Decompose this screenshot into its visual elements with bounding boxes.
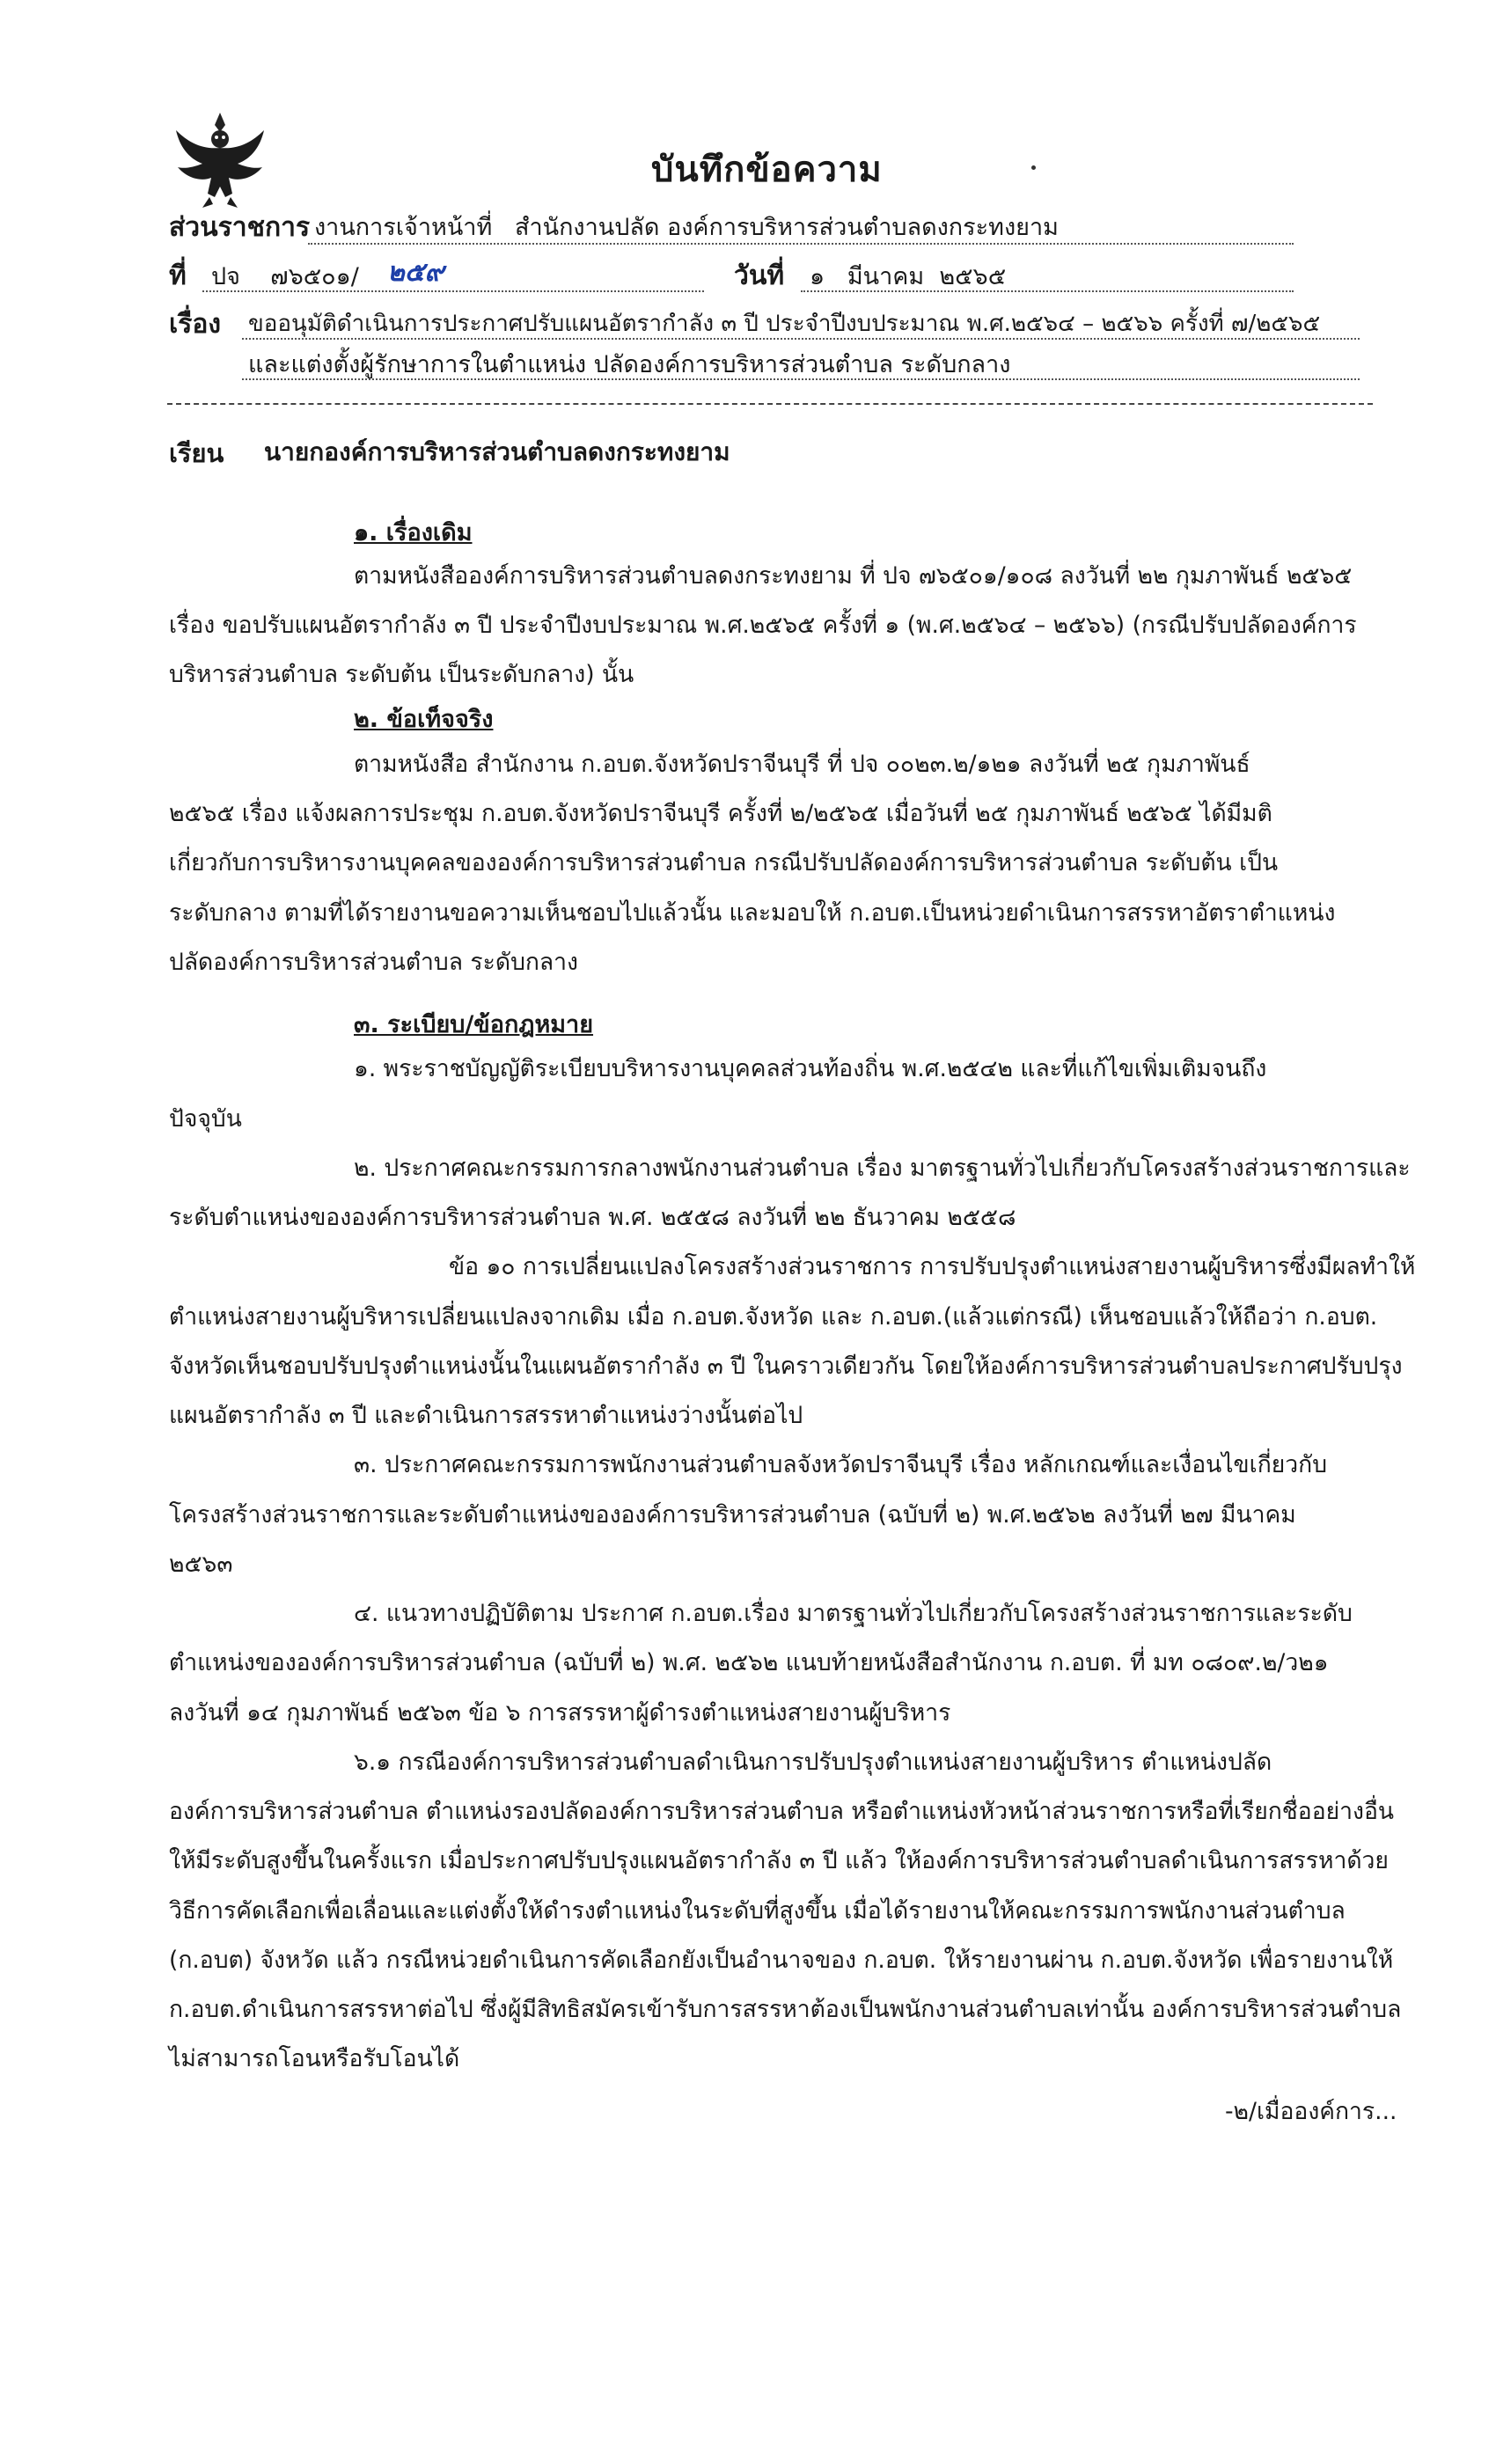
- section-3-item-4-1-line-7: ไม่สามารถโอนหรือรับโอนได้: [169, 2045, 460, 2072]
- section-3-item-3-line-2: โครงสร้างส่วนราชการและระดับตำแหน่งขององค์การบริหารส่วนตำบล (ฉบับที่ ๒) พ.ศ.๒๕๖๒ ลงวันที่ ๒๗ มีนาคม: [169, 1501, 1296, 1529]
- section-1-line-3: บริหารส่วนตำบล ระดับต้น เป็นระดับกลาง) นั้น: [169, 661, 634, 688]
- section-3-clause-10-line-3: จังหวัดเห็นชอบปรับปรุงตำแหน่งนั้นในแผนอัตรากำลัง ๓ ปี ในคราวเดียวกัน โดยให้องค์การบริหารส่วนตำบลประกาศปรับปรุง: [169, 1353, 1403, 1380]
- section-2-line-4: ระดับกลาง ตามที่ได้รายงานขอความเห็นชอบไปแล้วนั้น และมอบให้ ก.อบต.เป็นหน่วยดำเนินการสรรหาอัตราตำแหน่ง: [169, 899, 1336, 927]
- subject-dotline-1: [242, 338, 1360, 340]
- section-2-line-5: ปลัดองค์การบริหารส่วนตำบล ระดับกลาง: [169, 949, 578, 976]
- ref-handwritten-number: ๒๕๙: [387, 257, 444, 288]
- section-3-item-4-1-line-4: วิธีการคัดเลือกเพื่อเลื่อนและแต่งตั้งให้ดำรงตำแหน่งในระดับที่สูงขึ้น เมื่อได้รายงานให้คณะกรรมการพนักงานส่วนตำบล: [169, 1897, 1346, 1925]
- memo-title: บันทึกข้อความ: [651, 150, 883, 190]
- section-3-item-4-1-line-2: องค์การบริหารส่วนตำบล ตำแหน่งรองปลัดองค์การบริหารส่วนตำบล หรือตำแหน่งหัวหน้าส่วนราชการหรือที่เรียกชื่ออย่างอื่น: [169, 1798, 1394, 1825]
- section-2-title: ๒. ข้อเท็จจริง: [354, 706, 494, 733]
- section-2-line-2: ๒๕๖๕ เรื่อง แจ้งผลการประชุม ก.อบต.จังหวัดปราจีนบุรี ครั้งที่ ๒/๒๕๖๕ เมื่อวันที่ ๒๕ กุมภาพันธ์ ๒๕๖๕ ได้มีมติ: [169, 800, 1272, 827]
- ref-label: ที่: [169, 260, 187, 291]
- section-3-item-2-line-2: ระดับตำแหน่งขององค์การบริหารส่วนตำบล พ.ศ. ๒๕๕๘ ลงวันที่ ๒๒ ธันวาคม ๒๕๕๘: [169, 1204, 1016, 1231]
- section-2-line-3: เกี่ยวกับการบริหารงานบุคคลขององค์การบริหารส่วนตำบล กรณีปรับปลัดองค์การบริหารส่วนตำบล ระดับต้น เป็น: [169, 849, 1279, 876]
- section-3-item-3-line-3: ๒๕๖๓: [169, 1551, 233, 1578]
- subject-line-1: ขออนุมัติดำเนินการประกาศปรับแผนอัตรากำลัง ๓ ปี ประจำปีงบประมาณ พ.ศ.๒๕๖๔ – ๒๕๖๖ ครั้งที่ ๗/๒๕๖๕: [248, 311, 1321, 337]
- subject-line-2: และแต่งตั้งผู้รักษาการในตำแหน่ง ปลัดองค์การบริหารส่วนตำบล ระดับกลาง: [248, 351, 1011, 378]
- subject-label: เรื่อง: [169, 309, 222, 340]
- ref-dotline: [202, 290, 704, 292]
- agency-dotline: [308, 243, 1294, 245]
- section-1-line-1: ตามหนังสือองค์การบริหารส่วนตำบลดงกระทงยาม ที่ ปจ ๗๖๕๐๑/๑๐๘ ลงวันที่ ๒๒ กุมภาพันธ์ ๒๕๖๕: [354, 562, 1353, 590]
- section-3-clause-10-line-4: แผนอัตรากำลัง ๓ ปี และดำเนินการสรรหาตำแหน่งว่างนั้นต่อไป: [169, 1402, 803, 1429]
- section-3-clause-10-line-2: ตำแหน่งสายงานผู้บริหารเปลี่ยนแปลงจากเดิม เมื่อ ก.อบต.จังหวัด และ ก.อบต.(แล้วแต่กรณี) เห็นชอบแล้วให้ถือว่า ก.อบต.: [169, 1303, 1378, 1331]
- section-3-item-4-line-2: ตำแหน่งขององค์การบริหารส่วนตำบล (ฉบับที่ ๒) พ.ศ. ๒๕๖๒ แนบท้ายหนังสือสำนักงาน ก.อบต. ที่ มท ๐๘๐๙.๒/ว๒๑: [169, 1649, 1329, 1676]
- agency-label: ส่วนราชการ: [169, 212, 311, 243]
- section-1-line-2: เรื่อง ขอปรับแผนอัตรากำลัง ๓ ปี ประจำปีงบประมาณ พ.ศ.๒๕๖๕ ครั้งที่ ๑ (พ.ศ.๒๕๖๔ – ๒๕๖๖) (กรณีปรับปลัดองค์การ: [169, 612, 1357, 639]
- subject-dotline-2: [242, 378, 1360, 380]
- section-3-item-4-1-line-6: ก.อบต.ดำเนินการสรรหาต่อไป ซึ่งผู้มีสิทธิสมัครเข้ารับการสรรหาต้องเป็นพนักงานส่วนตำบลเท่านั้น องค์การบริหารส่วนตำบล: [169, 1996, 1402, 2023]
- date-label: วันที่: [734, 260, 785, 291]
- section-3-item-4-line-3: ลงวันที่ ๑๔ กุมภาพันธ์ ๒๕๖๓ ข้อ ๖ การสรรหาผู้ดำรงตำแหน่งสายงานผู้บริหาร: [169, 1699, 951, 1727]
- section-3-clause-10-line-1: ข้อ ๑๐ การเปลี่ยนแปลงโครงสร้างส่วนราชการ การปรับปรุงตำแหน่งสายงานผู้บริหารซึ่งมีผลทำให้: [449, 1253, 1416, 1280]
- section-3-item-4-1-line-5: (ก.อบต) จังหวัด แล้ว กรณีหน่วยดำเนินการคัดเลือกยังเป็นอำนาจของ ก.อบต. ให้รายงานผ่าน ก.อบต.จังหวัด เพื่อรายงานให้: [169, 1947, 1394, 1974]
- date-value: ๑ มีนาคม ๒๕๖๕: [810, 263, 1007, 290]
- stray-dot: [1031, 165, 1036, 170]
- section-3-item-3-line-1: ๓. ประกาศคณะกรรมการพนักงานส่วนตำบลจังหวัดปราจีนบุรี เรื่อง หลักเกณฑ์และเงื่อนไขเกี่ยวกับ: [354, 1451, 1328, 1478]
- date-dotline: [801, 290, 1294, 292]
- section-3-item-1-line-2: ปัจจุบัน: [169, 1105, 242, 1133]
- garuda-emblem: [167, 106, 273, 211]
- section-3-item-4-1-line-1: ๖.๑ กรณีองค์การบริหารส่วนตำบลดำเนินการปรับปรุงตำแหน่งสายงานผู้บริหาร ตำแหน่งปลัด: [354, 1749, 1272, 1776]
- ref-number: ปจ ๗๖๕๐๑/: [211, 263, 359, 290]
- agency-value: งานการเจ้าหน้าที่ สำนักงานปลัด องค์การบริหารส่วนตำบลดงกระทงยาม: [314, 214, 1059, 241]
- section-3-item-4-1-line-3: ให้มีระดับสูงขึ้นในครั้งแรก เมื่อประกาศปรับปรุงแผนอัตรากำลัง ๓ ปี แล้ว ให้องค์การบริหารส่วนตำบลดำเนินการสรรหาด้วย: [169, 1847, 1389, 1874]
- salutation-label: เรียน: [169, 438, 224, 468]
- continuation-note: -๒/เมื่อองค์การ...: [1225, 2098, 1397, 2125]
- section-3-item-4-line-1: ๔. แนวทางปฏิบัติตาม ประกาศ ก.อบต.เรื่อง มาตรฐานทั่วไปเกี่ยวกับโครงสร้างส่วนราชการและระดับ: [354, 1600, 1353, 1627]
- section-3-title: ๓. ระเบียบ/ข้อกฎหมาย: [354, 1011, 594, 1038]
- section-2-line-1: ตามหนังสือ สำนักงาน ก.อบต.จังหวัดปราจีนบุรี ที่ ปจ ๐๐๒๓.๒/๑๒๑ ลงวันที่ ๒๕ กุมภาพันธ์: [354, 751, 1250, 778]
- header-separator: [167, 403, 1373, 405]
- section-1-title: ๑. เรื่องเดิม: [354, 519, 473, 546]
- section-3-item-2-line-1: ๒. ประกาศคณะกรรมการกลางพนักงานส่วนตำบล เรื่อง มาตรฐานทั่วไปเกี่ยวกับโครงสร้างส่วนราชการและ: [354, 1155, 1411, 1182]
- section-3-item-1-line-1: ๑. พระราชบัญญัติระเบียบบริหารงานบุคคลส่วนท้องถิ่น พ.ศ.๒๕๔๒ และที่แก้ไขเพิ่มเติมจนถึง: [354, 1055, 1267, 1082]
- salutation-value: นายกองค์การบริหารส่วนตำบลดงกระทงยาม: [264, 437, 730, 466]
